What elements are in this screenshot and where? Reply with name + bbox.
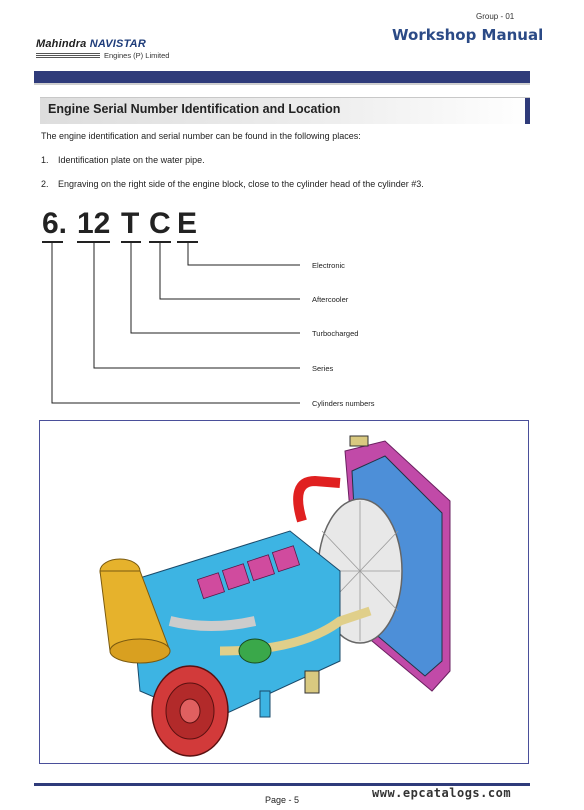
website-watermark: www.epcatalogs.com <box>372 786 512 800</box>
engine-illustration-icon <box>40 421 528 763</box>
code-part-series: 12 <box>77 207 110 241</box>
label-turbocharged: Turbocharged <box>312 329 359 338</box>
engine-figure-frame <box>39 420 529 764</box>
code-part-aftercooler: C <box>149 207 171 241</box>
list-item-text-1: Identification plate on the water pipe. <box>58 155 205 165</box>
brand-name-mahindra: Mahindra <box>36 38 87 50</box>
list-item-number-2: 2. <box>41 179 49 189</box>
label-cylinders-numbers: Cylinders numbers <box>312 399 375 408</box>
list-item-text-2: Engraving on the right side of the engine block, close to the cylinder head of the cylinder #3. <box>58 179 424 189</box>
code-part-electronic: E <box>177 207 197 241</box>
list-item-number-1: 1. <box>41 155 49 165</box>
group-label: Group - 01 <box>476 12 515 21</box>
label-electronic: Electronic <box>312 261 345 270</box>
page-number: Page - 5 <box>265 795 300 805</box>
section-title: Engine Serial Number Identification and Location <box>48 102 341 116</box>
code-part-turbo: T <box>121 207 139 241</box>
label-aftercooler: Aftercooler <box>312 295 349 304</box>
brand-name-navistar: NAVISTAR <box>89 38 146 50</box>
manual-title: Workshop Manual <box>392 26 544 44</box>
code-part-cylinders: 6. <box>42 207 67 241</box>
brand-subtitle: Engines (P) Limited <box>104 51 170 60</box>
intro-text: The engine identification and serial number can be found in the following places: <box>41 131 361 141</box>
label-series: Series <box>312 364 334 373</box>
